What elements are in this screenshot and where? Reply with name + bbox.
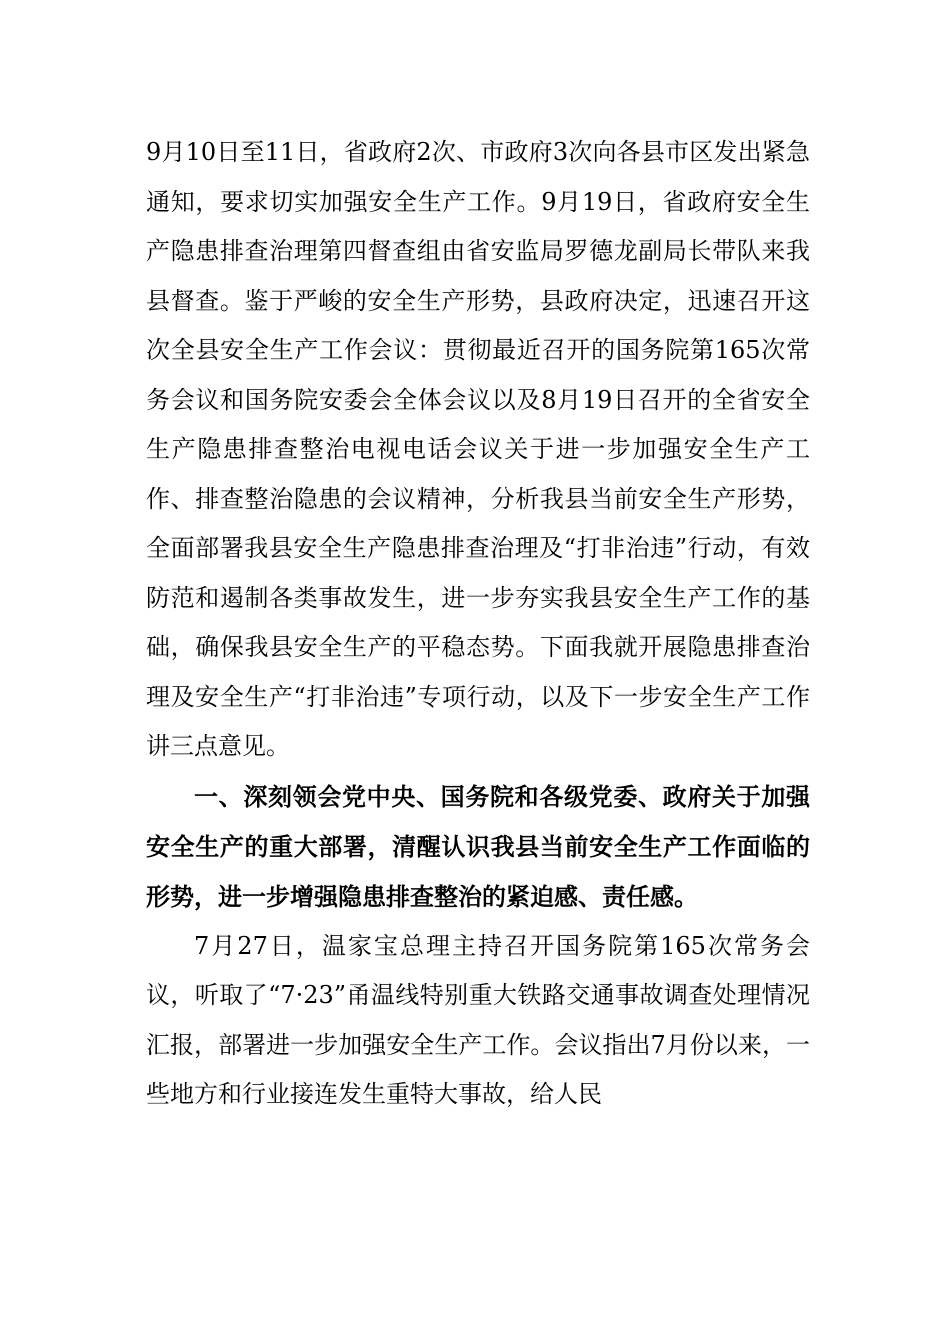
body-paragraph: 7月27日，温家宝总理主持召开国务院第165次常务会议，听取了“7·23”甬温线特别重大铁路交通事故调查处理情况汇报，部署进一步加强安全生产工作。会议指出7月份以来，一些地方和行业接连发生重特大事故，给人民 [146,931,810,1108]
body-paragraph: 9月10日至11日，省政府2次、市政府3次向各县市区发出紧急通知，要求切实加强安全生产工作。9月19日，省政府安全生产隐患排查治理第四督查组由省安监局罗德龙副局长带队来我县督查。鉴于严峻的安全生产形势，县政府决定，迅速召开这次全县安全生产工作会议：贯彻最近召开的国务院第165次常务会议和国务院安委会全体会议以及8月19日召开的全省安全生产隐患排查整治电视电话会议关于进一步加强安全生产工作、排查整治隐患的会议精神，分析我县当前安全生产形势，全面部署我县安全生产隐患排查治理及“打非治违”行动，有效防范和遏制各类事故发生，进一步夯实我县安全生产工作的基础，确保我县安全生产的平稳态势。下面我就开展隐患排查治理及安全生产“打非治违”专项行动，以及下一步安全生产工作讲三点意见。 [146,138,810,760]
section-heading: 一、深刻领会党中央、国务院和各级党委、政府关于加强安全生产的重大部署，清醒认识我县当前安全生产工作面临的形势，进一步增强隐患排查整治的紧迫感、责任感。 [146,782,810,911]
document-page [146,128,810,1120]
